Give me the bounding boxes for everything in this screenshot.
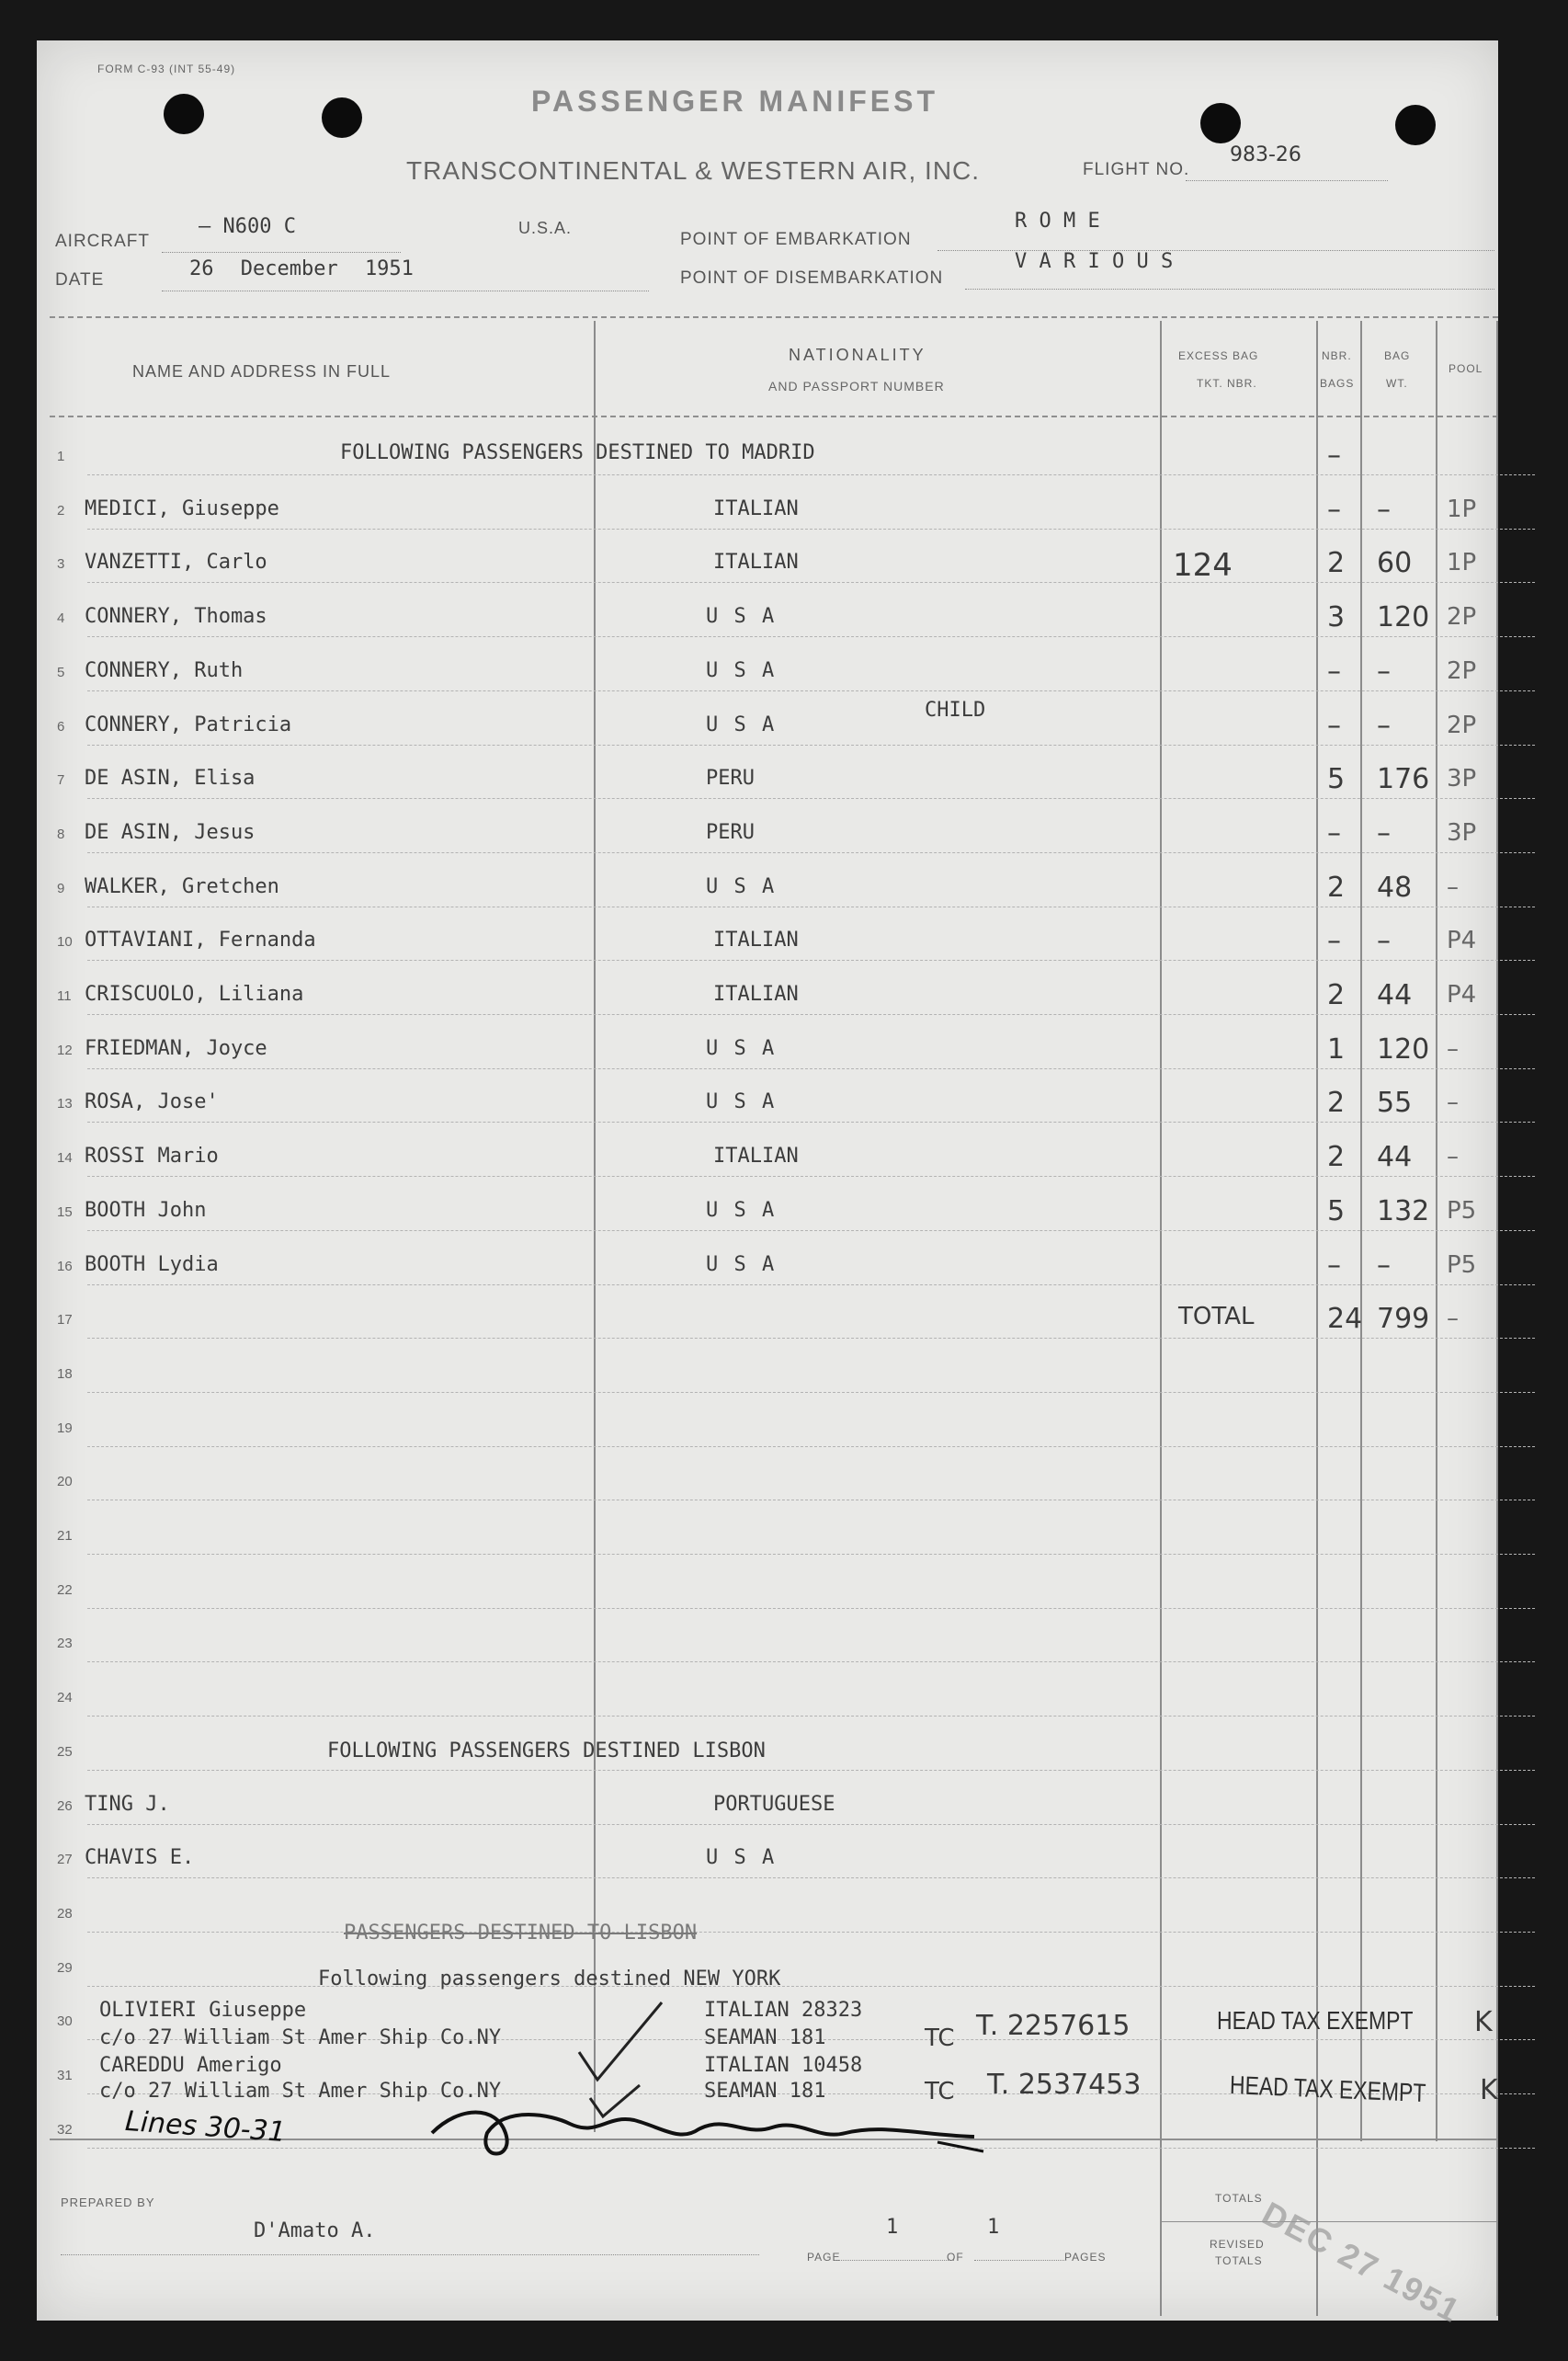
punch-hole xyxy=(164,94,204,134)
punch-hole xyxy=(1395,105,1436,145)
struck-heading: PASSENGERS DESTINED TO LISBON xyxy=(344,1922,698,1945)
passenger-name: WALKER, Gretchen xyxy=(85,874,279,898)
row-number: 17 xyxy=(57,1312,73,1329)
seaman-nationality: ITALIAN 28323 xyxy=(704,1999,863,2022)
col-nbr-header-2: BAGS xyxy=(1320,377,1355,390)
passenger-name: ROSSI Mario xyxy=(85,1145,219,1169)
seaman-name: CAREDDU Amerigo xyxy=(99,2054,282,2077)
passenger-name: BOOTH John xyxy=(85,1198,207,1222)
passenger-nationality: ITALIAN xyxy=(713,1145,799,1169)
disembarkation-label: POINT OF DISEMBARKATION xyxy=(680,268,944,288)
passenger-nationality: U S A xyxy=(706,1252,777,1276)
bag-weight: 176 xyxy=(1377,763,1430,796)
passenger-nationality: PORTUGUESE xyxy=(713,1792,835,1816)
row-number: 18 xyxy=(57,1365,73,1382)
row-divider xyxy=(87,1986,1535,1987)
row-number: 19 xyxy=(57,1420,73,1436)
excess-ticket: 124 xyxy=(1173,547,1233,585)
seaman-tc: TC xyxy=(925,2078,955,2105)
row-number: 5 xyxy=(57,664,65,680)
page-number: 1 xyxy=(886,2216,899,2239)
passenger-name: ROSA, Jose' xyxy=(85,1090,219,1114)
col-wt-header: BAG xyxy=(1384,349,1411,362)
child-note: CHILD xyxy=(925,699,986,722)
received-stamp: DEC 27 1951 xyxy=(1256,2194,1468,2331)
seaman-nationality: ITALIAN 10458 xyxy=(704,2054,863,2077)
row-number: 23 xyxy=(57,1636,73,1652)
col-pool-header: POOL xyxy=(1449,362,1483,375)
lisbon-heading: FOLLOWING PASSENGERS DESTINED LISBON xyxy=(327,1739,766,1762)
madrid-heading: FOLLOWING PASSENGERS DESTINED TO MADRID xyxy=(340,441,815,464)
bag-weight: 44 xyxy=(1377,979,1413,1011)
pool-code: 3P xyxy=(1447,818,1477,847)
passenger-nationality: U S A xyxy=(706,874,777,898)
pool-code: – xyxy=(1447,1305,1459,1333)
col-excess-header-2: TKT. NBR. xyxy=(1197,377,1257,390)
exempt-mark: K xyxy=(1480,2074,1498,2106)
bag-weight: – xyxy=(1377,709,1391,742)
prepared-by-value: D'Amato A. xyxy=(254,2219,376,2242)
seaman-ticket: T. 2257615 xyxy=(976,2010,1131,2042)
revised-totals-label-2: TOTALS xyxy=(1215,2254,1263,2267)
col-excess-header: EXCESS BAG xyxy=(1178,349,1259,362)
pool-code: 1P xyxy=(1447,495,1477,523)
bag-count: 5 xyxy=(1327,763,1346,796)
embarkation-label: POINT OF EMBARKATION xyxy=(680,230,912,249)
row-divider xyxy=(87,1770,1535,1771)
bag-weight: – xyxy=(1377,493,1391,526)
date-value: 26 December 1951 xyxy=(189,257,414,280)
pages-label: PAGES xyxy=(1064,2251,1107,2264)
row-divider xyxy=(87,1608,1535,1609)
row-number: 26 xyxy=(57,1797,73,1814)
pool-code: 3P xyxy=(1447,765,1477,793)
row-divider xyxy=(87,690,1535,691)
row-number: 9 xyxy=(57,880,65,896)
row-number: 14 xyxy=(57,1150,73,1167)
company-name: TRANSCONTINENTAL & WESTERN AIR, INC. xyxy=(406,156,981,185)
pool-code: – xyxy=(1447,1034,1459,1063)
row-number: 12 xyxy=(57,1042,73,1058)
pool-code: – xyxy=(1447,1143,1459,1171)
row-divider xyxy=(87,529,1535,530)
bag-count: – xyxy=(1327,439,1341,472)
passenger-nationality: U S A xyxy=(706,1036,777,1060)
passenger-name: CONNERY, Patricia xyxy=(85,713,292,736)
head-tax-exempt: HEAD TAX EXEMPT xyxy=(1217,2006,1414,2035)
punch-hole xyxy=(1200,103,1241,143)
bag-weight: 60 xyxy=(1377,547,1413,580)
seaman-tc: TC xyxy=(925,2025,955,2052)
pool-code: 1P xyxy=(1447,549,1477,577)
of-label: OF xyxy=(947,2251,964,2264)
row-divider xyxy=(87,1338,1535,1339)
row-divider xyxy=(87,1392,1535,1393)
col-passport-header: AND PASSPORT NUMBER xyxy=(768,379,945,394)
row-divider xyxy=(87,1068,1535,1069)
totals-label: TOTALS xyxy=(1215,2192,1263,2205)
row-divider xyxy=(87,1661,1535,1662)
bag-weight: – xyxy=(1377,925,1391,958)
newyork-heading: Following passengers destined NEW YORK xyxy=(318,1968,781,1990)
row-number: 30 xyxy=(57,2013,73,2030)
passenger-nationality: U S A xyxy=(706,605,777,629)
aircraft-value: — N600 C xyxy=(199,215,296,238)
col-nbr-header: NBR. xyxy=(1322,349,1352,362)
seaman-address: c/o 27 William St Amer Ship Co.NY xyxy=(99,2080,502,2103)
passenger-nationality: U S A xyxy=(706,658,777,682)
pool-code: P5 xyxy=(1447,1196,1477,1225)
row-divider xyxy=(87,1877,1535,1878)
passenger-name: BOOTH Lydia xyxy=(85,1252,219,1276)
row-divider xyxy=(87,852,1535,853)
bag-weight: – xyxy=(1377,655,1391,688)
pool-code: 2P xyxy=(1447,711,1477,739)
pool-code: – xyxy=(1447,1089,1459,1117)
row-divider xyxy=(87,1716,1535,1717)
row-number: 21 xyxy=(57,1528,73,1544)
passenger-name: VANZETTI, Carlo xyxy=(85,551,267,575)
row-divider xyxy=(87,1014,1535,1015)
row-number: 29 xyxy=(57,1959,73,1976)
row-number: 1 xyxy=(57,449,65,464)
passenger-name: CRISCUOLO, Liliana xyxy=(85,983,304,1006)
passenger-nationality: U S A xyxy=(706,713,777,736)
bag-count: 2 xyxy=(1327,979,1346,1011)
bag-weight: 799 xyxy=(1377,1303,1430,1336)
bag-count: 2 xyxy=(1327,1087,1346,1120)
pool-code: – xyxy=(1447,873,1459,901)
row-number: 13 xyxy=(57,1096,73,1112)
row-number: 10 xyxy=(57,934,73,951)
flight-no-label: FLIGHT NO. xyxy=(1083,160,1190,179)
disembarkation-value: V A R I O U S xyxy=(1015,250,1174,273)
row-number: 24 xyxy=(57,1690,73,1706)
bag-count: – xyxy=(1327,709,1341,742)
row-number: 15 xyxy=(57,1203,73,1220)
row-number: 4 xyxy=(57,610,65,627)
seaman-label: SEAMAN 181 xyxy=(704,2080,826,2103)
passenger-nationality: U S A xyxy=(706,1846,777,1870)
passenger-name: OTTAVIANI, Fernanda xyxy=(85,929,316,952)
bag-count: – xyxy=(1327,816,1341,850)
row-number: 2 xyxy=(57,502,65,519)
prepared-by-label: PREPARED BY xyxy=(61,2196,155,2209)
bag-count: 2 xyxy=(1327,1141,1346,1174)
bag-count: 3 xyxy=(1327,601,1346,634)
flight-no-value: 983-26 xyxy=(1230,143,1301,166)
row-number: 31 xyxy=(57,2068,73,2083)
page-of-number: 1 xyxy=(987,2216,1000,2239)
date-label: DATE xyxy=(55,270,105,290)
punch-hole xyxy=(322,97,362,138)
bag-count: 24 xyxy=(1327,1303,1363,1336)
passenger-name: CONNERY, Ruth xyxy=(85,658,244,682)
head-tax-exempt: HEAD TAX EXEMPT xyxy=(1229,2070,1426,2108)
seaman-name: OLIVIERI Giuseppe xyxy=(99,1999,307,2022)
row-divider xyxy=(87,1284,1535,1285)
bag-weight: 55 xyxy=(1377,1087,1413,1120)
row-number: 6 xyxy=(57,718,65,735)
bag-count: 1 xyxy=(1327,1032,1346,1066)
bag-count: – xyxy=(1327,1249,1341,1282)
passenger-name: FRIEDMAN, Joyce xyxy=(85,1036,267,1060)
aircraft-label: AIRCRAFT xyxy=(55,232,150,251)
bag-count: – xyxy=(1327,493,1341,526)
signature xyxy=(423,2096,993,2170)
pool-code: 2P xyxy=(1447,603,1477,632)
manifest-sheet xyxy=(37,40,1498,2331)
bag-count: 5 xyxy=(1327,1194,1346,1227)
passenger-nationality: ITALIAN xyxy=(713,929,799,952)
passenger-nationality: U S A xyxy=(706,1090,777,1114)
row-divider xyxy=(87,582,1535,583)
bag-weight: 132 xyxy=(1377,1194,1430,1227)
passenger-nationality: ITALIAN xyxy=(713,983,799,1006)
passenger-nationality: ITALIAN xyxy=(713,551,799,575)
row-divider xyxy=(87,636,1535,637)
row-number: 8 xyxy=(57,826,65,842)
bag-weight: – xyxy=(1377,1249,1391,1282)
bag-count: 2 xyxy=(1327,547,1346,580)
row-divider xyxy=(87,960,1535,961)
passenger-nationality: ITALIAN xyxy=(713,496,799,520)
col-nationality-header: NATIONALITY xyxy=(789,346,926,364)
row-divider xyxy=(87,1230,1535,1231)
row-number: 3 xyxy=(57,556,65,573)
bag-weight: 44 xyxy=(1377,1141,1413,1174)
row-number: 20 xyxy=(57,1474,73,1490)
usa-label: U.S.A. xyxy=(518,219,573,237)
pool-code: P4 xyxy=(1447,981,1477,1009)
row-divider xyxy=(87,1176,1535,1177)
passenger-nationality: U S A xyxy=(706,1198,777,1222)
exempt-mark: K xyxy=(1474,2006,1493,2038)
passenger-name: CONNERY, Thomas xyxy=(85,605,267,629)
embarkation-value: R O M E xyxy=(1015,210,1100,233)
pool-code: P4 xyxy=(1447,927,1477,955)
row-number: 32 xyxy=(57,2121,73,2138)
pool-code: P5 xyxy=(1447,1250,1477,1279)
seaman-ticket: T. 2537453 xyxy=(987,2069,1142,2101)
bag-weight: 120 xyxy=(1377,601,1430,634)
revised-totals-label: REVISED xyxy=(1210,2238,1265,2251)
bag-count: 2 xyxy=(1327,871,1346,904)
col-name-header: NAME AND ADDRESS IN FULL xyxy=(132,362,392,381)
row-divider xyxy=(87,745,1535,746)
form-number: FORM C-93 (INT 55-49) xyxy=(97,63,236,75)
row-number: 22 xyxy=(57,1581,73,1598)
row-divider xyxy=(87,1554,1535,1555)
bag-count: – xyxy=(1327,655,1341,688)
row-divider xyxy=(87,474,1535,475)
passenger-name: TING J. xyxy=(85,1792,170,1816)
row-divider xyxy=(87,1824,1535,1825)
passenger-nationality: PERU xyxy=(706,820,755,844)
row-number: 11 xyxy=(57,988,72,1004)
page-label: PAGE xyxy=(807,2251,841,2264)
seaman-label: SEAMAN 181 xyxy=(704,2026,826,2049)
bag-weight: – xyxy=(1377,816,1391,850)
passenger-name: DE ASIN, Elisa xyxy=(85,767,256,791)
seaman-address: c/o 27 William St Amer Ship Co.NY xyxy=(99,2026,502,2049)
bag-weight: 48 xyxy=(1377,871,1413,904)
passenger-name: DE ASIN, Jesus xyxy=(85,820,256,844)
row-divider xyxy=(87,798,1535,799)
row-divider xyxy=(87,1122,1535,1123)
passenger-nationality: PERU xyxy=(706,767,755,791)
row-divider xyxy=(87,1446,1535,1447)
row-number: 27 xyxy=(57,1852,73,1868)
row-number: 16 xyxy=(57,1258,73,1274)
passenger-name: MEDICI, Giuseppe xyxy=(85,496,279,520)
excess-ticket: TOTAL xyxy=(1178,1303,1255,1331)
page-title: PASSENGER MANIFEST xyxy=(531,85,938,118)
col-wt-header-2: WT. xyxy=(1386,377,1408,390)
bag-count: – xyxy=(1327,925,1341,958)
pool-code: 2P xyxy=(1447,656,1477,685)
row-number: 28 xyxy=(57,1905,73,1922)
passenger-name: CHAVIS E. xyxy=(85,1846,195,1870)
bag-weight: 120 xyxy=(1377,1032,1430,1066)
lines-note: Lines 30-31 xyxy=(123,2104,287,2150)
row-number: 25 xyxy=(57,1743,73,1760)
row-divider xyxy=(87,1932,1535,1933)
row-number: 7 xyxy=(57,772,65,789)
